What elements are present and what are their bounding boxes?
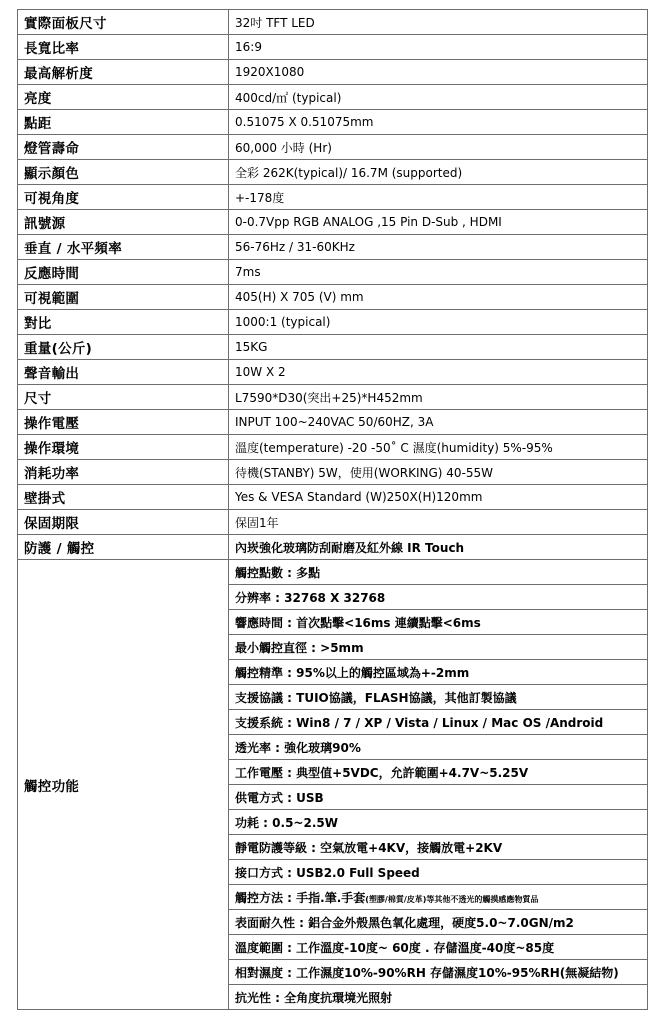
spec-row [18,285,648,310]
spec-value: 待機(STANBY) 5W，使用(WORKING) 40-55W [229,460,648,485]
touch-spec-value: 透光率 : 強化玻璃90% [229,735,648,760]
spec-label: 亮度 [18,85,229,110]
spec-label: 顯示顏色 [18,160,229,185]
spec-label: 可視角度 [18,185,229,210]
spec-value: 60,000 小時 (Hr) [229,135,648,160]
touch-spec-value: 功耗 : 0.5~2.5W [229,810,648,835]
spec-value: 400cd/㎡ (typical) [229,85,648,110]
spec-value: 1920X1080 [229,60,648,85]
spec-table-body [18,10,648,1010]
spec-row [18,160,648,185]
touch-method-cell [229,885,648,910]
touch-spec-value: 觸控精準 : 95%以上的觸控區域為+-2mm [229,660,648,685]
spec-value: 0-0.7Vpp RGB ANALOG ,15 Pin D-Sub , HDMI [229,210,648,235]
touch-row [18,560,648,585]
spec-table [17,9,648,1010]
spec-label: 燈管壽命 [18,135,229,160]
touch-function-label: 觸控功能 [18,560,229,1010]
spec-label: 訊號源 [18,210,229,235]
spec-row [18,410,648,435]
spec-value: L7590*D30(突出+25)*H452mm [229,385,648,410]
spec-row [18,185,648,210]
touch-spec-value: 靜電防護等級 : 空氣放電+4KV，接觸放電+2KV [229,835,648,860]
touch-spec-value: 表面耐久性 : 鋁合金外殼黑色氧化處理，硬度5.0~7.0GN/m2 [229,910,648,935]
spec-value: 16:9 [229,35,648,60]
spec-value: 溫度(temperature) -20 -50˚ C 濕度(humidity) 5%-95% [229,435,648,460]
spec-value: 內崁強化玻璃防刮耐磨及紅外線 IR Touch [229,535,648,560]
spec-row [18,435,648,460]
spec-label: 尺寸 [18,385,229,410]
spec-row [18,10,648,35]
spec-label: 對比 [18,310,229,335]
touch-spec-value: 接口方式 : USB2.0 Full Speed [229,860,648,885]
spec-row [18,310,648,335]
touch-spec-value: 抗光性 : 全角度抗環境光照射 [229,985,648,1010]
touch-spec-value: 供電方式 : USB [229,785,648,810]
touch-spec-value: 最小觸控直徑 : >5mm [229,635,648,660]
spec-label: 操作環境 [18,435,229,460]
spec-label: 點距 [18,110,229,135]
spec-label: 反應時間 [18,260,229,285]
spec-row [18,460,648,485]
spec-label: 保固期限 [18,510,229,535]
spec-row [18,110,648,135]
touch-spec-value: 溫度範圍 : 工作溫度-10度~ 60度 . 存儲溫度-40度~85度 [229,935,648,960]
spec-value: 32吋 TFT LED [229,10,648,35]
spec-label: 可視範圍 [18,285,229,310]
spec-row [18,510,648,535]
touch-method-text: 觸控方法 : 手指.筆.手套 [235,890,366,905]
touch-spec-value: 支援協議 : TUIO協議，FLASH協議，其他訂製協議 [229,685,648,710]
touch-spec-value: 相對濕度 : 工作濕度10%-90%RH 存儲濕度10%-95%RH(無凝結物) [229,960,648,985]
spec-value: 1000:1 (typical) [229,310,648,335]
spec-row [18,360,648,385]
spec-value: 0.51075 X 0.51075mm [229,110,648,135]
touch-method-note: (塑膠/棉質/皮革)等其他不透光的觸摸感應物質品 [365,894,539,904]
spec-row [18,385,648,410]
spec-value: 10W X 2 [229,360,648,385]
spec-label: 重量(公斤) [18,335,229,360]
spec-label: 最高解析度 [18,60,229,85]
spec-label: 垂直 / 水平頻率 [18,235,229,260]
spec-row [18,335,648,360]
touch-spec-value: 響應時間 : 首次點擊<16ms 連續點擊<6ms [229,610,648,635]
spec-row [18,235,648,260]
spec-row [18,535,648,560]
spec-row [18,60,648,85]
spec-label: 操作電壓 [18,410,229,435]
spec-row [18,35,648,60]
spec-value: 56-76Hz / 31-60KHz [229,235,648,260]
spec-row [18,210,648,235]
touch-spec-value: 觸控點數 : 多點 [229,560,648,585]
spec-row [18,85,648,110]
spec-label: 防護 / 觸控 [18,535,229,560]
spec-value: Yes & VESA Standard (W)250X(H)120mm [229,485,648,510]
spec-label: 壁掛式 [18,485,229,510]
spec-value: +-178度 [229,185,648,210]
spec-row [18,485,648,510]
spec-label: 聲音輸出 [18,360,229,385]
touch-spec-value: 工作電壓 : 典型值+5VDC，允許範圍+4.7V~5.25V [229,760,648,785]
spec-label: 消耗功率 [18,460,229,485]
touch-spec-value: 支援系統 : Win8 / 7 / XP / Vista / Linux / Mac OS /Android [229,710,648,735]
spec-value: 保固1年 [229,510,648,535]
spec-row [18,135,648,160]
spec-label: 實際面板尺寸 [18,10,229,35]
spec-value: 405(H) X 705 (V) mm [229,285,648,310]
spec-value: INPUT 100~240VAC 50/60HZ, 3A [229,410,648,435]
spec-value: 全彩 262K(typical)/ 16.7M (supported) [229,160,648,185]
touch-spec-value: 分辨率 : 32768 X 32768 [229,585,648,610]
spec-label: 長寬比率 [18,35,229,60]
spec-value: 15KG [229,335,648,360]
spec-row [18,260,648,285]
spec-value: 7ms [229,260,648,285]
